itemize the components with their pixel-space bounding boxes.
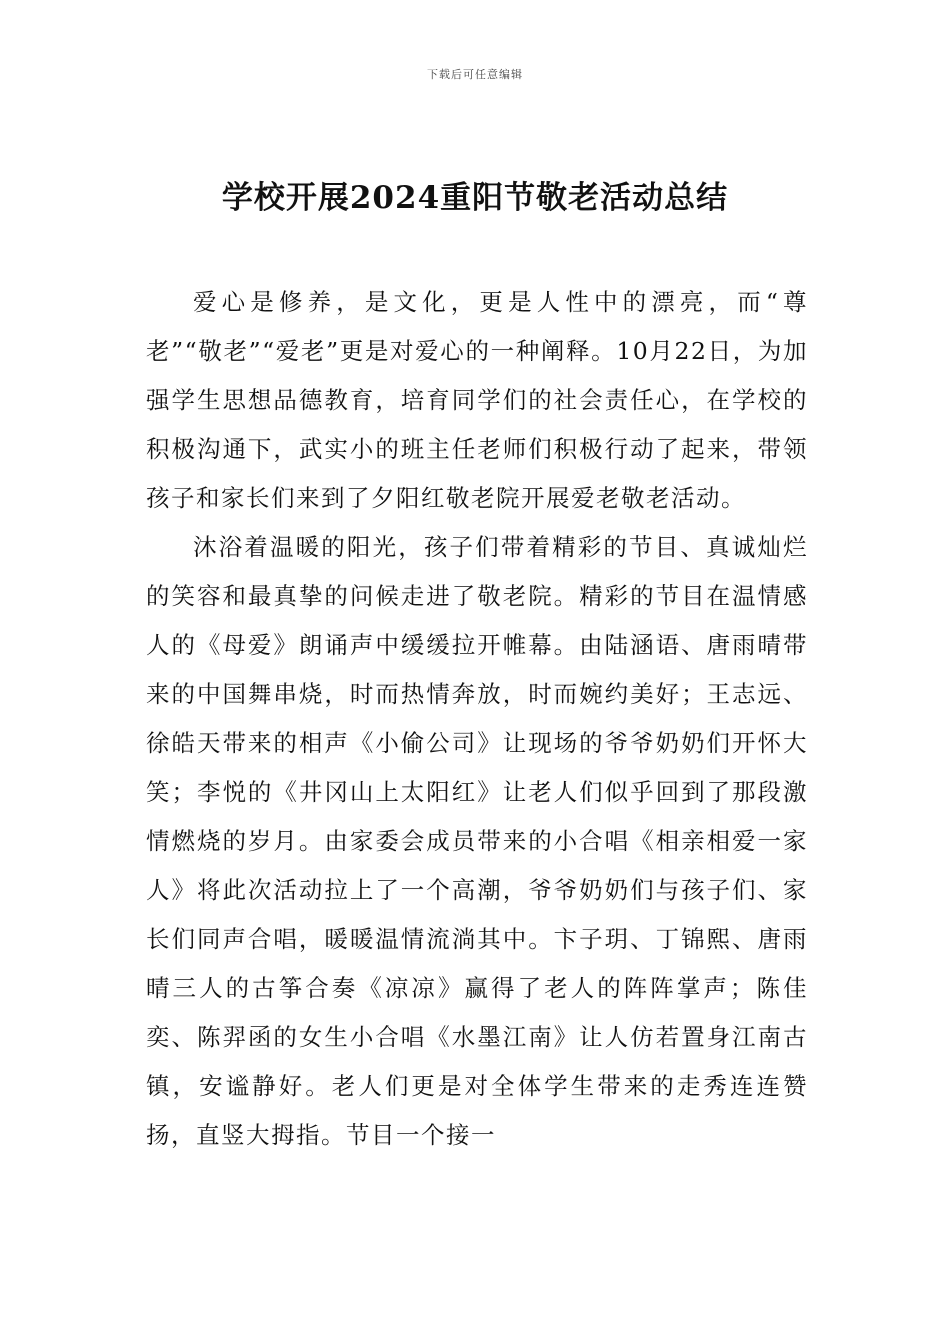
paragraph-1: 爱心是修养，是文化，更是人性中的漂亮，而“尊老”“敬老”“爱老”更是对爱心的一种阐释。10月22日，为加强学生思想品德教育，培育同学们的社会责任心，在学校的积极沟通下，武实小的班主任老师们积极行动了起来，带领孩子和家长们来到了夕阳红敬老院开展爱老敬老活动。	[146, 288, 808, 512]
header-note: 下载后可任意编辑	[427, 68, 523, 81]
paragraph-2: 沐浴着温暖的阳光，孩子们带着精彩的节目、真诚灿烂的笑容和最真挚的问候走进了敬老院。精彩的节目在温情感人的《母爱》朗诵声中缓缓拉开帷幕。由陆涵语、唐雨晴带来的中国舞串烧，时而热情奔放，时而婉约美好；王志远、徐皓天带来的相声《小偷公司》让现场的爷爷奶奶们开怀大笑；李悦的《井冈山上太阳红》让老人们似乎回到了那段激情燃烧的岁月。由家委会成员带来的小合唱《相亲相爱一家人》将此次活动拉上了一个高潮，爷爷奶奶们与孩子们、家长们同声合唱，暖暖温情流淌其中。卞子玥、丁锦熙、唐雨晴三人的古筝合奏《凉凉》赢得了老人的阵阵掌声；陈佳奕、陈羿函的女生小合唱《水墨江南》让人仿若置身江南古镇，安谧静好。老人们更是对全体学生带来的走秀连连赞扬，直竖大拇指。节目一个接一	[146, 533, 808, 1149]
document-title: 学校开展2024重阳节敬老活动总结	[221, 180, 729, 216]
document-body	[146, 278, 808, 1160]
